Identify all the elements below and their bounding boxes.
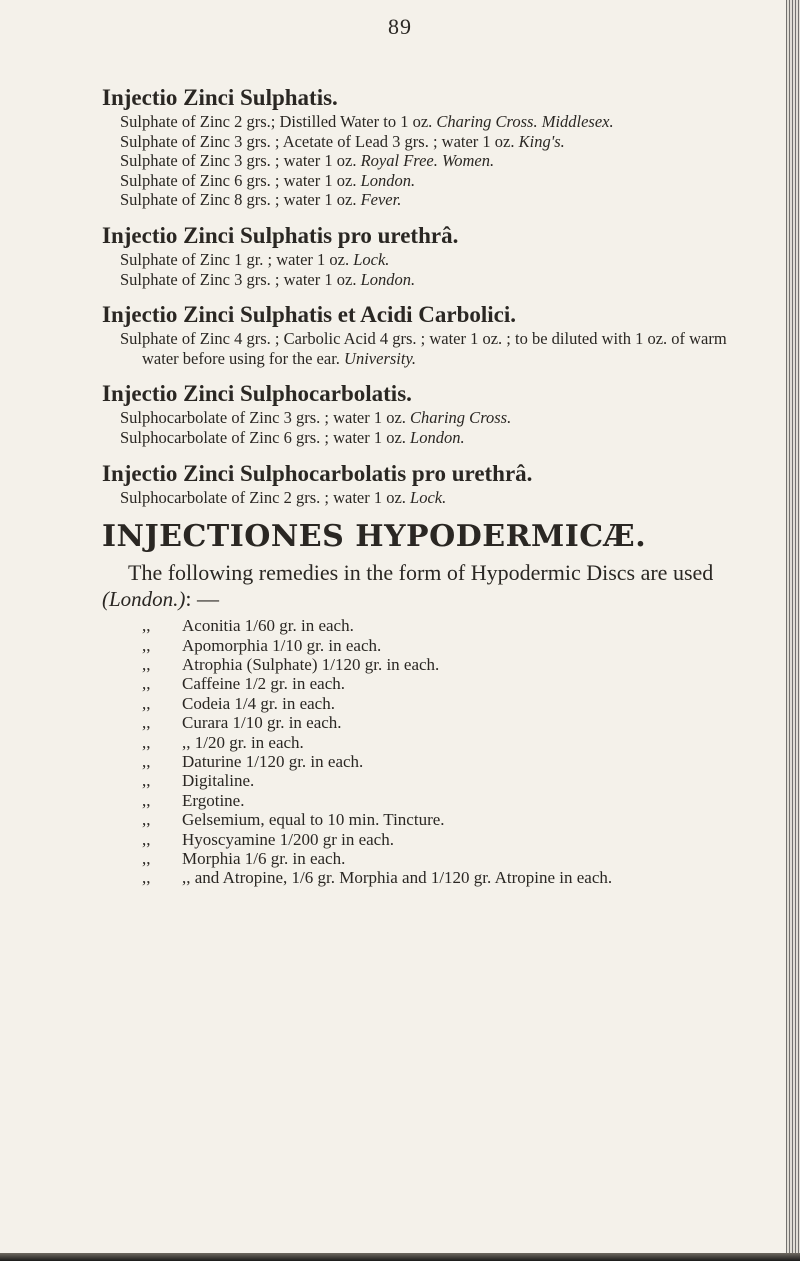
entry-source: London. — [410, 427, 465, 447]
ditto-mark: ,, — [142, 674, 151, 694]
entry-source: Lock. — [410, 487, 447, 507]
entry — [120, 171, 762, 191]
bottom-scan-border — [0, 1253, 800, 1261]
ditto-mark: ,, — [142, 616, 151, 636]
entry-text: Sulphate of Zinc 3 grs. ; water 1 oz. — [120, 269, 357, 289]
entry-text: Sulphate of Zinc 8 grs. ; water 1 oz. — [120, 190, 357, 210]
remedy-text: Ergotine. — [182, 790, 245, 810]
remedy-text: Daturine 1/120 gr. in each. — [182, 751, 364, 771]
section-zinci-sulphocarbolatis-urethra — [102, 460, 762, 508]
ditto-mark: ,, — [142, 868, 151, 888]
remedy-text: Hyoscyamine 1/200 gr in each. — [182, 829, 394, 849]
entry — [120, 488, 762, 508]
entry-list — [120, 329, 762, 368]
remedy-item — [142, 771, 762, 790]
entry-source: Charing Cross. Middlesex. — [436, 112, 614, 131]
ditto-mark: ,, — [142, 751, 151, 771]
remedy-item — [142, 810, 762, 829]
remedy-text: Gelsemium, equal to 10 min. Tincture. — [182, 810, 445, 830]
entry — [120, 151, 762, 171]
entry — [120, 428, 762, 448]
entry — [120, 408, 762, 428]
remedy-text: Apomorphia 1/10 gr. in each. — [182, 635, 382, 655]
ditto-mark: ,, — [142, 810, 151, 830]
remedy-item — [142, 830, 762, 849]
entry-text: Sulphate of Zinc 3 grs. ; Acetate of Lead 3 grs. ; water 1 oz. — [120, 131, 515, 151]
entry — [120, 190, 762, 210]
intro-text: The following remedies in the form of Hypodermic Discs are used — [128, 560, 714, 586]
remedy-text: Digitaline. — [182, 771, 255, 791]
remedy-item — [142, 791, 762, 810]
ditto-mark: ,, — [142, 829, 151, 849]
entry-source: Lock. — [353, 249, 390, 269]
remedy-item — [142, 713, 762, 732]
entry — [120, 250, 762, 270]
entry — [120, 132, 762, 152]
entry-source: Fever. — [360, 190, 402, 210]
remedy-item — [142, 849, 762, 868]
ditto-mark: ,, — [142, 635, 151, 655]
entry-source: London. — [360, 170, 416, 190]
remedy-text: Codeia 1/4 gr. in each. — [182, 693, 335, 713]
remedy-text: ,, 1/20 gr. in each. — [182, 732, 304, 752]
remedy-text: ,, and Atropine, 1/6 gr. Morphia and 1/120 gr. Atropine in each. — [182, 868, 613, 888]
section-heading: Injectio Zinci Sulphatis et Acidi Carbolici. — [102, 302, 517, 328]
ditto-mark: ,, — [142, 732, 151, 752]
hypodermic-intro — [102, 560, 762, 612]
page-number: 89 — [388, 14, 412, 39]
entry-list — [120, 488, 762, 508]
remedy-text: Aconitia 1/60 gr. in each. — [182, 616, 354, 636]
ditto-mark: ,, — [142, 790, 151, 810]
section-zinci-carbolici — [102, 301, 762, 368]
entry-text: Sulphate of Zinc 1 gr. ; water 1 oz. — [120, 249, 350, 269]
entry-list — [120, 112, 762, 210]
remedy-text: Curara 1/10 gr. in each. — [182, 713, 342, 733]
section-heading: Injectio Zinci Sulphatis. — [102, 85, 338, 110]
entry-text: Sulphate of Zinc 3 grs. ; water 1 oz. — [120, 151, 357, 171]
ditto-mark: ,, — [142, 654, 151, 674]
entry — [120, 329, 762, 368]
entry — [120, 112, 762, 132]
ditto-mark: ,, — [142, 771, 151, 791]
remedy-text: Atrophia (Sulphate) 1/120 gr. in each. — [182, 654, 440, 674]
entry-list — [120, 408, 762, 447]
ditto-mark: ,, — [142, 693, 151, 713]
entry-source: Royal Free. Women. — [360, 151, 495, 171]
intro-end: : — — [185, 586, 220, 612]
entry-source: Charing Cross. — [410, 408, 512, 428]
section-zinci-sulphatis — [102, 84, 762, 210]
ditto-mark: ,, — [142, 713, 151, 733]
section-hypodermic — [102, 519, 762, 888]
remedy-item — [142, 616, 762, 635]
entry-text: Sulphocarbolate of Zinc 3 grs. ; water 1 oz. — [120, 408, 406, 428]
remedy-item — [142, 733, 762, 752]
hypodermic-title: INJECTIONES HYPODERMICÆ. — [102, 519, 647, 555]
remedy-item — [142, 636, 762, 655]
remedy-item — [142, 655, 762, 674]
remedy-list — [102, 616, 762, 888]
remedy-text: Morphia 1/6 gr. in each. — [182, 849, 346, 868]
entry-list — [120, 250, 762, 289]
entry-text: Sulphate of Zinc 2 grs.; Distilled Water to 1 oz. — [120, 112, 433, 131]
entry-source: University. — [344, 348, 416, 368]
entry-text: Sulphate of Zinc 4 grs. ; Carbolic Acid 4 grs. ; water 1 oz. ; to be diluted with 1 oz. of warm water before using for the ear. — [120, 329, 727, 368]
entry — [120, 270, 762, 290]
entry-source: King's. — [518, 131, 565, 151]
remedy-item — [142, 694, 762, 713]
section-heading: Injectio Zinci Sulphocarbolatis. — [102, 381, 412, 407]
page-edge-scan-artifact — [786, 0, 800, 1261]
entry-text: Sulphocarbolate of Zinc 2 grs. ; water 1 oz. — [120, 487, 406, 507]
section-zinci-sulphatis-urethra — [102, 222, 762, 289]
remedy-item — [142, 868, 762, 887]
intro-source: (London.) — [102, 587, 186, 612]
remedy-item — [142, 674, 762, 693]
section-heading: Injectio Zinci Sulphatis pro urethrâ. — [102, 222, 459, 248]
entry-text: Sulphate of Zinc 6 grs. ; water 1 oz. — [120, 170, 357, 190]
ditto-mark: ,, — [142, 849, 151, 868]
remedy-text: Caffeine 1/2 gr. in each. — [182, 674, 346, 694]
entry-source: London. — [360, 269, 416, 289]
section-zinci-sulphocarbolatis — [102, 380, 762, 447]
page-content — [102, 84, 762, 888]
remedy-item — [142, 752, 762, 771]
entry-text: Sulphocarbolate of Zinc 6 grs. ; water 1 oz. — [120, 427, 406, 447]
section-heading: Injectio Zinci Sulphocarbolatis pro urethrâ. — [102, 460, 533, 486]
